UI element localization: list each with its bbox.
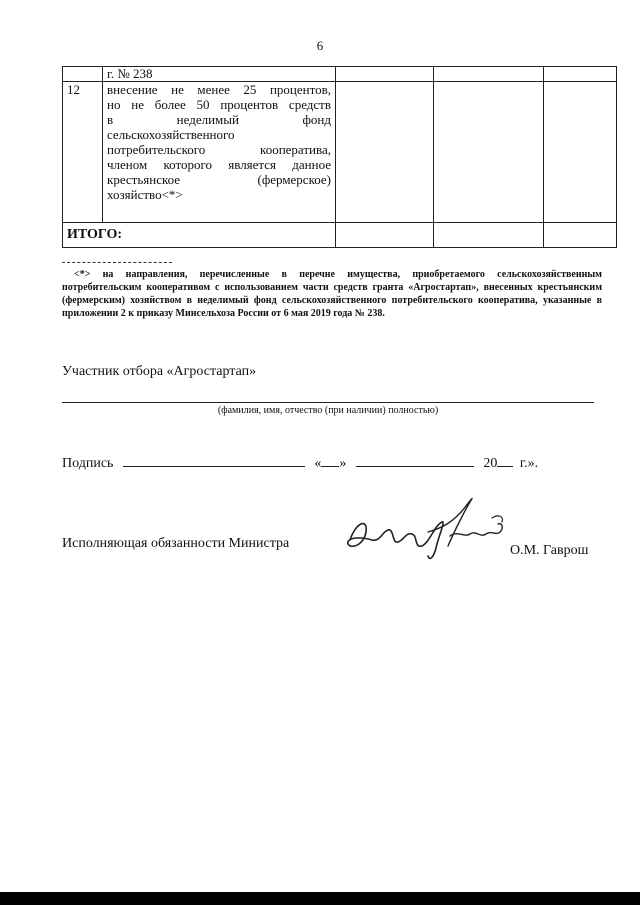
name-line — [62, 402, 594, 403]
cell-empty — [434, 67, 544, 82]
grant-table — [62, 66, 617, 248]
table-row — [63, 82, 617, 223]
signature-row — [62, 452, 538, 472]
cell-empty — [336, 223, 434, 248]
description-line: крестьянское (фермерское) — [107, 172, 331, 187]
footnote-divider — [62, 262, 172, 263]
description-line: в неделимый фонд — [107, 112, 331, 127]
description-line: членом которого является данное — [107, 157, 331, 172]
date-quote-open: « — [314, 456, 322, 471]
cell-empty — [336, 82, 434, 223]
cell-number: 12 — [63, 82, 103, 223]
footnote: <*> на направления, перечисленные в перечне имущества, приобретаемого сельскохозяйственным потребительским кооперативом с использованием части средств гранта «Агростартап», внесенных крестьянским (фермерским) хозяйством в неделимый фонд сельскохозяйственного потребительского кооператива, указанные в приложении 2 к приказу Минсельхоза России от 6 мая 2019 года № 238. — [62, 269, 602, 319]
total-row — [63, 223, 617, 248]
year-suffix: г.». — [519, 456, 539, 471]
description-line: внесение не менее 25 процентов, — [107, 82, 331, 97]
signature-label: Подпись — [62, 456, 114, 471]
year-prefix: 20 — [483, 456, 498, 471]
name-hint: (фамилия, имя, отчество (при наличии) полностью) — [217, 405, 439, 416]
cell-empty — [336, 67, 434, 82]
cell-empty — [434, 223, 544, 248]
day-line — [321, 452, 339, 467]
cell-number — [63, 67, 103, 82]
cell-empty — [544, 223, 617, 248]
description-line: но не более 50 процентов средств — [107, 97, 331, 112]
participant-label: Участник отбора «Агростартап» — [62, 364, 257, 379]
description-line: сельскохозяйственного — [107, 127, 235, 142]
year-line — [497, 452, 513, 467]
handwritten-signature — [342, 492, 512, 564]
description-line: хозяйство<*> — [107, 187, 183, 202]
cell-empty — [434, 82, 544, 223]
total-label: ИТОГО: — [63, 223, 336, 248]
scan-edge-bar — [0, 892, 640, 905]
cell-empty — [544, 67, 617, 82]
date-quote-close: » — [339, 456, 347, 471]
page-number: 6 — [316, 38, 324, 53]
signature-line — [123, 452, 305, 467]
cell-empty — [544, 82, 617, 223]
description-line: потребительского кооператива, — [107, 142, 331, 157]
table-row — [63, 67, 617, 82]
cell-name: г. № 238 — [103, 67, 336, 82]
month-line — [356, 452, 474, 467]
signer-name: О.М. Гаврош — [510, 543, 589, 558]
cell-description — [103, 82, 336, 223]
acting-minister-title: Исполняющая обязанности Министра — [62, 536, 290, 551]
